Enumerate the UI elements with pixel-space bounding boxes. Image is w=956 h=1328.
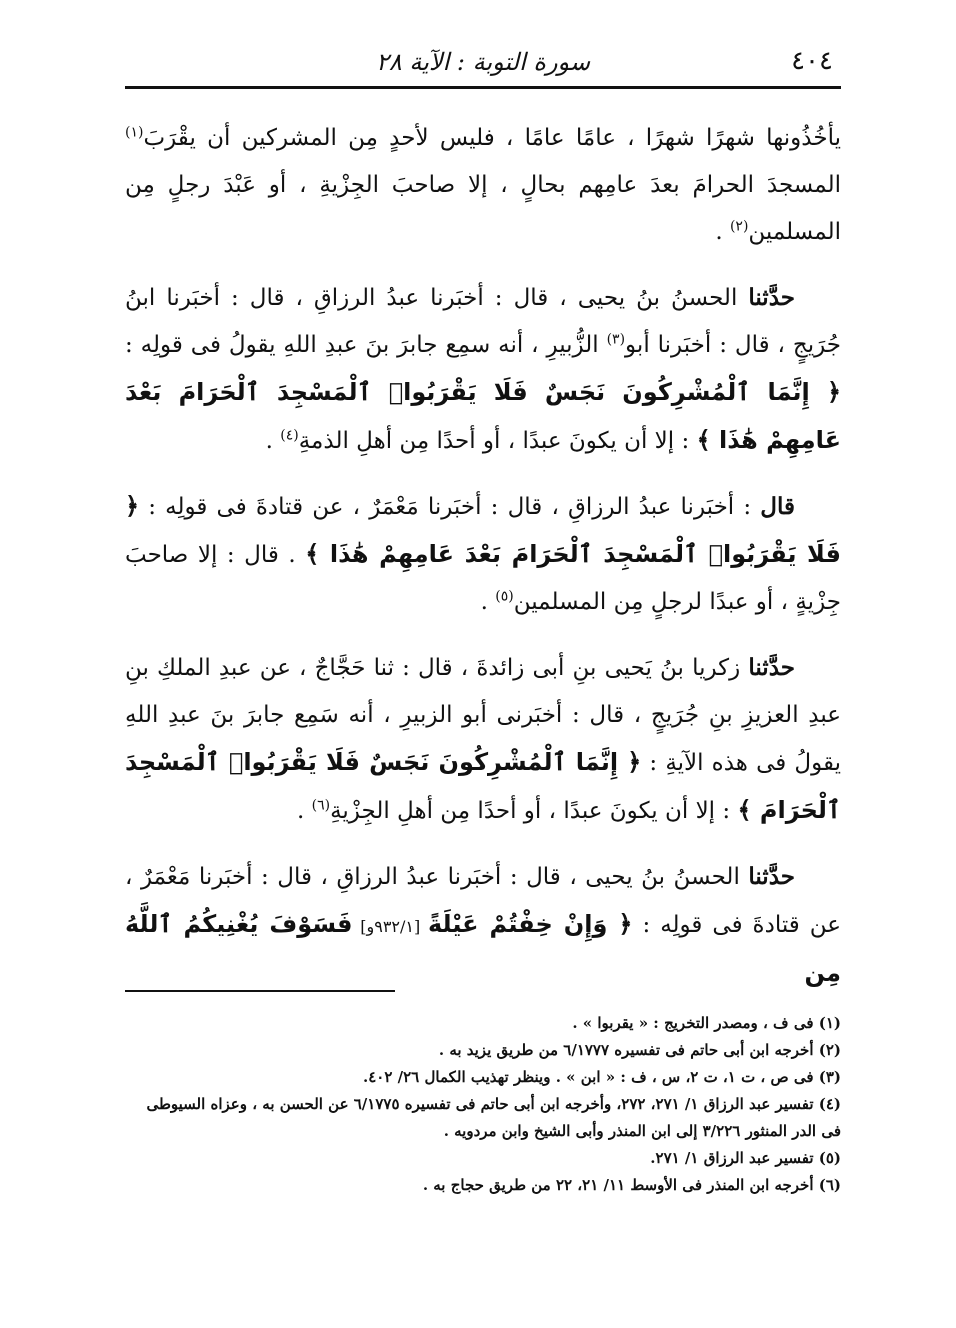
footnotes (125, 1010, 841, 1199)
footnote-1: (١) فى ف ، ومصدر التخريج : « يقربوا » . (572, 1014, 841, 1032)
footnote-marker-3: (٣) (606, 331, 626, 348)
footnote-marker-2: (٢) (729, 218, 749, 235)
footnote-3: (٣) فى ص ، ت ١، ت ٢، س ، ف : « ابن » . وينظر تهذيب الكمال ٢٦/ ٤٠٢. (363, 1068, 841, 1086)
quran-verse: ﴿ إِنَّمَا ٱلْمُشْرِكُونَ نَجَسٌ فَلَا يَقْرَبُوا۟ ٱلْمَسْجِدَ ٱلْحَرَامَ ﴾ (125, 748, 841, 824)
lead-word: حدَّثنا (748, 654, 795, 681)
footnote-2: (٢) أخرجه ابن أبى حاتم فى تفسيره ٦/١٧٧٧ من طريق يزيد به . (438, 1041, 841, 1059)
footnote-divider (125, 990, 395, 992)
page-number: ٤٠٤ (791, 46, 833, 76)
quran-verse: ﴿ فَلَا يَقْرَبُوا۟ ٱلْمَسْجِدَ ٱلْحَرَامَ بَعْدَ عَامِهِمْ هَٰذَا ﴾ (125, 492, 841, 568)
paragraph-3: قال : أخبَرنا عبدُ الرزاقِ ، قال : أخبَرنا مَعْمَرٌ ، عن قتادةَ فى قولِه : ﴿ فَلَا يَقْرَبُوا۟ ٱلْمَسْجِدَ ٱلْحَرَامَ بَعْدَ عَامِهِمْ هَٰذَا ﴾ . قال : إلا صاحبَ جِزْيةٍ ، أو عبدًا لرجلٍ مِن المسلمين$^{(٥)}$ . (125, 492, 841, 615)
footnote-marker-5: (٥) (495, 588, 514, 605)
quran-verse: ﴿ وَإِنْ خِفْتُمْ عَيْلَةً (427, 910, 633, 938)
quran-verse-continued: فَسَوْفَ يُغْنِيكُمُ ٱللَّهُ مِن (125, 910, 841, 987)
main-text (125, 115, 841, 998)
page-header (125, 40, 841, 89)
manuscript-reference: [٩٣٢/١و] (352, 917, 428, 936)
quran-verse: ﴿ إِنَّمَا ٱلْمُشْرِكُونَ نَجَسٌ فَلَا يَقْرَبُوا۟ ٱلْمَسْجِدَ ٱلْحَرَامَ بَعْدَ عَامِهِمْ هَٰذَا ﴾ (125, 378, 841, 454)
footnote-6: (٦) أخرجه ابن المنذر فى الأوسط ١١/ ٢١، ٢٢ من طريق حجاج به . (422, 1176, 841, 1194)
lead-word: حدَّثنا (748, 284, 795, 311)
footnote-marker-4: (٤) (280, 427, 299, 444)
footnote-5: (٥) تفسير عبد الرزاق ١/ ٢٧١. (650, 1149, 841, 1167)
lead-word: قال (760, 493, 795, 520)
paragraph-5: حدَّثنا الحسنُ بنُ يحيى ، قال : أخبَرنا عبدُ الرزاقِ ، قال : أخبَرنا مَعْمَرٌ ، عن قتادةَ فى قولِه : ﴿ وَإِنْ خِفْتُمْ عَيْلَةً [٩٣٢/١و] فَسَوْفَ يُغْنِيكُمُ ٱللَّهُ مِن (125, 863, 841, 987)
footnote-marker-1: (١) (125, 124, 144, 141)
paragraph-4: حدَّثنا زكريا بنُ يَحيى بنِ أبى زائدةَ ، قال : ثنا حَجَّاجٌ ، عن عبدِ الملكِ بنِ عبدِ العزيزِ بنِ جُرَيجٍ ، قال : أخبَرنى أبو الزبيرِ ، أنه سَمِع جابرَ بنَ عبدِ اللهِ يقولُ فى هذه الآيةِ : ﴿ إِنَّمَا ٱلْمُشْرِكُونَ نَجَسٌ فَلَا يَقْرَبُوا۟ ٱلْمَسْجِدَ ٱلْحَرَامَ ﴾ : إلا أن يكونَ عبدًا ، أو أحدًا مِن أهلِ الجِزْيةِ$^{(٦)}$ . (125, 654, 841, 824)
footnote-4: (٤) تفسير عبد الرزاق ١/ ٢٧١، ٢٧٢، وأخرجه ابن أبى حاتم فى تفسيره ٦/١٧٧٥ عن الحسن به ، وعزاه السيوطى فى الدر المنثور ٣/٢٢٦ إلى ابن المنذر وأبى الشيخ وابن مردويه . (146, 1095, 841, 1140)
running-title: سورة التوبة : الآية ٢٨ (375, 48, 591, 76)
lead-word: حدَّثنا (748, 863, 795, 890)
paragraph-2: حدَّثنا الحسنُ بنُ يحيى ، قال : أخبَرنا عبدُ الرزاقِ ، قال : أخبَرنا ابنُ جُرَيجٍ ، قال : أخبَرنا أبو$^{(٣)}$ الزُّبيرِ ، أنه سمِع جابرَ بنَ عبدِ اللهِ يقولُ فى قولِه : ﴿ إِنَّمَا ٱلْمُشْرِكُونَ نَجَسٌ فَلَا يَقْرَبُوا۟ ٱلْمَسْجِدَ ٱلْحَرَامَ بَعْدَ عَامِهِمْ هَٰذَا ﴾ : إلا أن يكونَ عبدًا ، أو أحدًا مِن أهلِ الذمةِ$^{(٤)}$ . (125, 284, 842, 454)
footnote-marker-6: (٦) (311, 797, 331, 814)
paragraph-1: يأخُذُونها شهرًا شهرًا ، عامًا عامًا ، فليس لأحدٍ مِن المشركين أن يقْرَبَ$^{(١)}$ المسجدَ الحرامَ بعدَ عامِهم بحالٍ ، إلا صاحبَ الجِزْيةِ ، أو عَبْدَ رجلٍ مِن المسلمين$^{(٢)}$ . (125, 124, 841, 245)
book-page (125, 40, 842, 1194)
